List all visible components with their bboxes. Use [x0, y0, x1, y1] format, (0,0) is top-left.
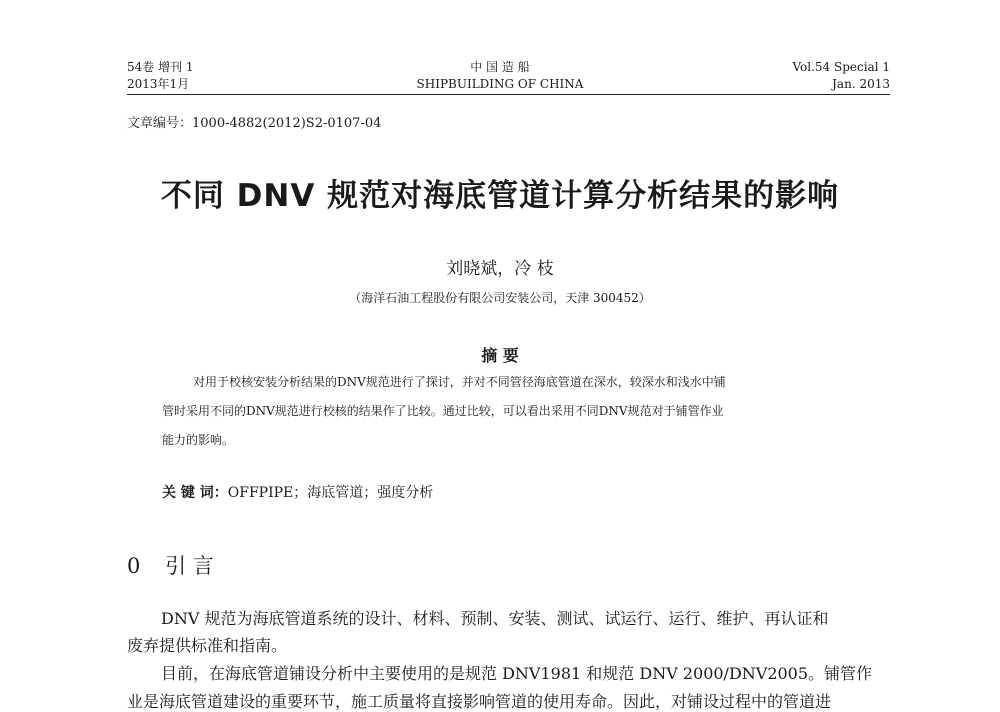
body-paragraph-line: 目前，在海底管道铺设分析中主要使用的是规范 DNV1981 和规范 DNV 2000/DNV2005。铺管作	[161, 664, 873, 683]
authors: 刘晓斌，冷 枝	[446, 259, 554, 279]
header-rule	[127, 94, 890, 95]
abstract-line: 能力的影响。	[162, 433, 235, 447]
keywords-value: OFFPIPE；海底管道；强度分析	[227, 485, 434, 501]
body-paragraph-line: 废弃提供标准和指南。	[127, 636, 288, 655]
article-number: 文章编号：1000-4882(2012)S2-0107-04	[127, 116, 382, 131]
section-number: 0	[127, 554, 141, 578]
abstract-heading: 摘 要	[481, 346, 519, 365]
paper-title: 不同 DNV 规范对海底管道计算分析结果的影响	[160, 178, 840, 214]
body-paragraph-line: 业是海底管道建设的重要环节，施工质量将直接影响管道的使用寿命。因此，对铺设过程中的管道进	[127, 692, 832, 711]
section-heading	[127, 550, 214, 580]
header-journal-en: SHIPBUILDING OF CHINA	[416, 77, 584, 91]
header-vol-en: Vol.54 Special 1	[792, 60, 890, 74]
keywords	[162, 482, 433, 502]
body-paragraph-line: DNV 规范为海底管道系统的设计、材料、预制、安装、测试、试运行、运行、维护、再认证和	[161, 609, 829, 628]
keywords-label: 关 键 词：	[162, 485, 228, 501]
header-date: 2013年1月	[127, 77, 190, 91]
abstract-line: 管时采用不同的DNV规范进行校核的结果作了比较。通过比较，可以看出采用不同DNV规范对于铺管作业	[162, 404, 724, 418]
header-date-en: Jan. 2013	[832, 77, 890, 91]
header-volume: 54卷 增刊 1	[127, 60, 194, 74]
section-title: 引 言	[165, 554, 214, 578]
abstract-line: 对用于校核安装分析结果的DNV规范进行了探讨，并对不同管径海底管道在深水，较深水和浅水中铺	[193, 375, 726, 389]
affiliation: （海洋石油工程股份有限公司安装公司，天津 300452）	[349, 291, 651, 305]
header-journal-cn: 中 国 造 船	[470, 60, 530, 74]
